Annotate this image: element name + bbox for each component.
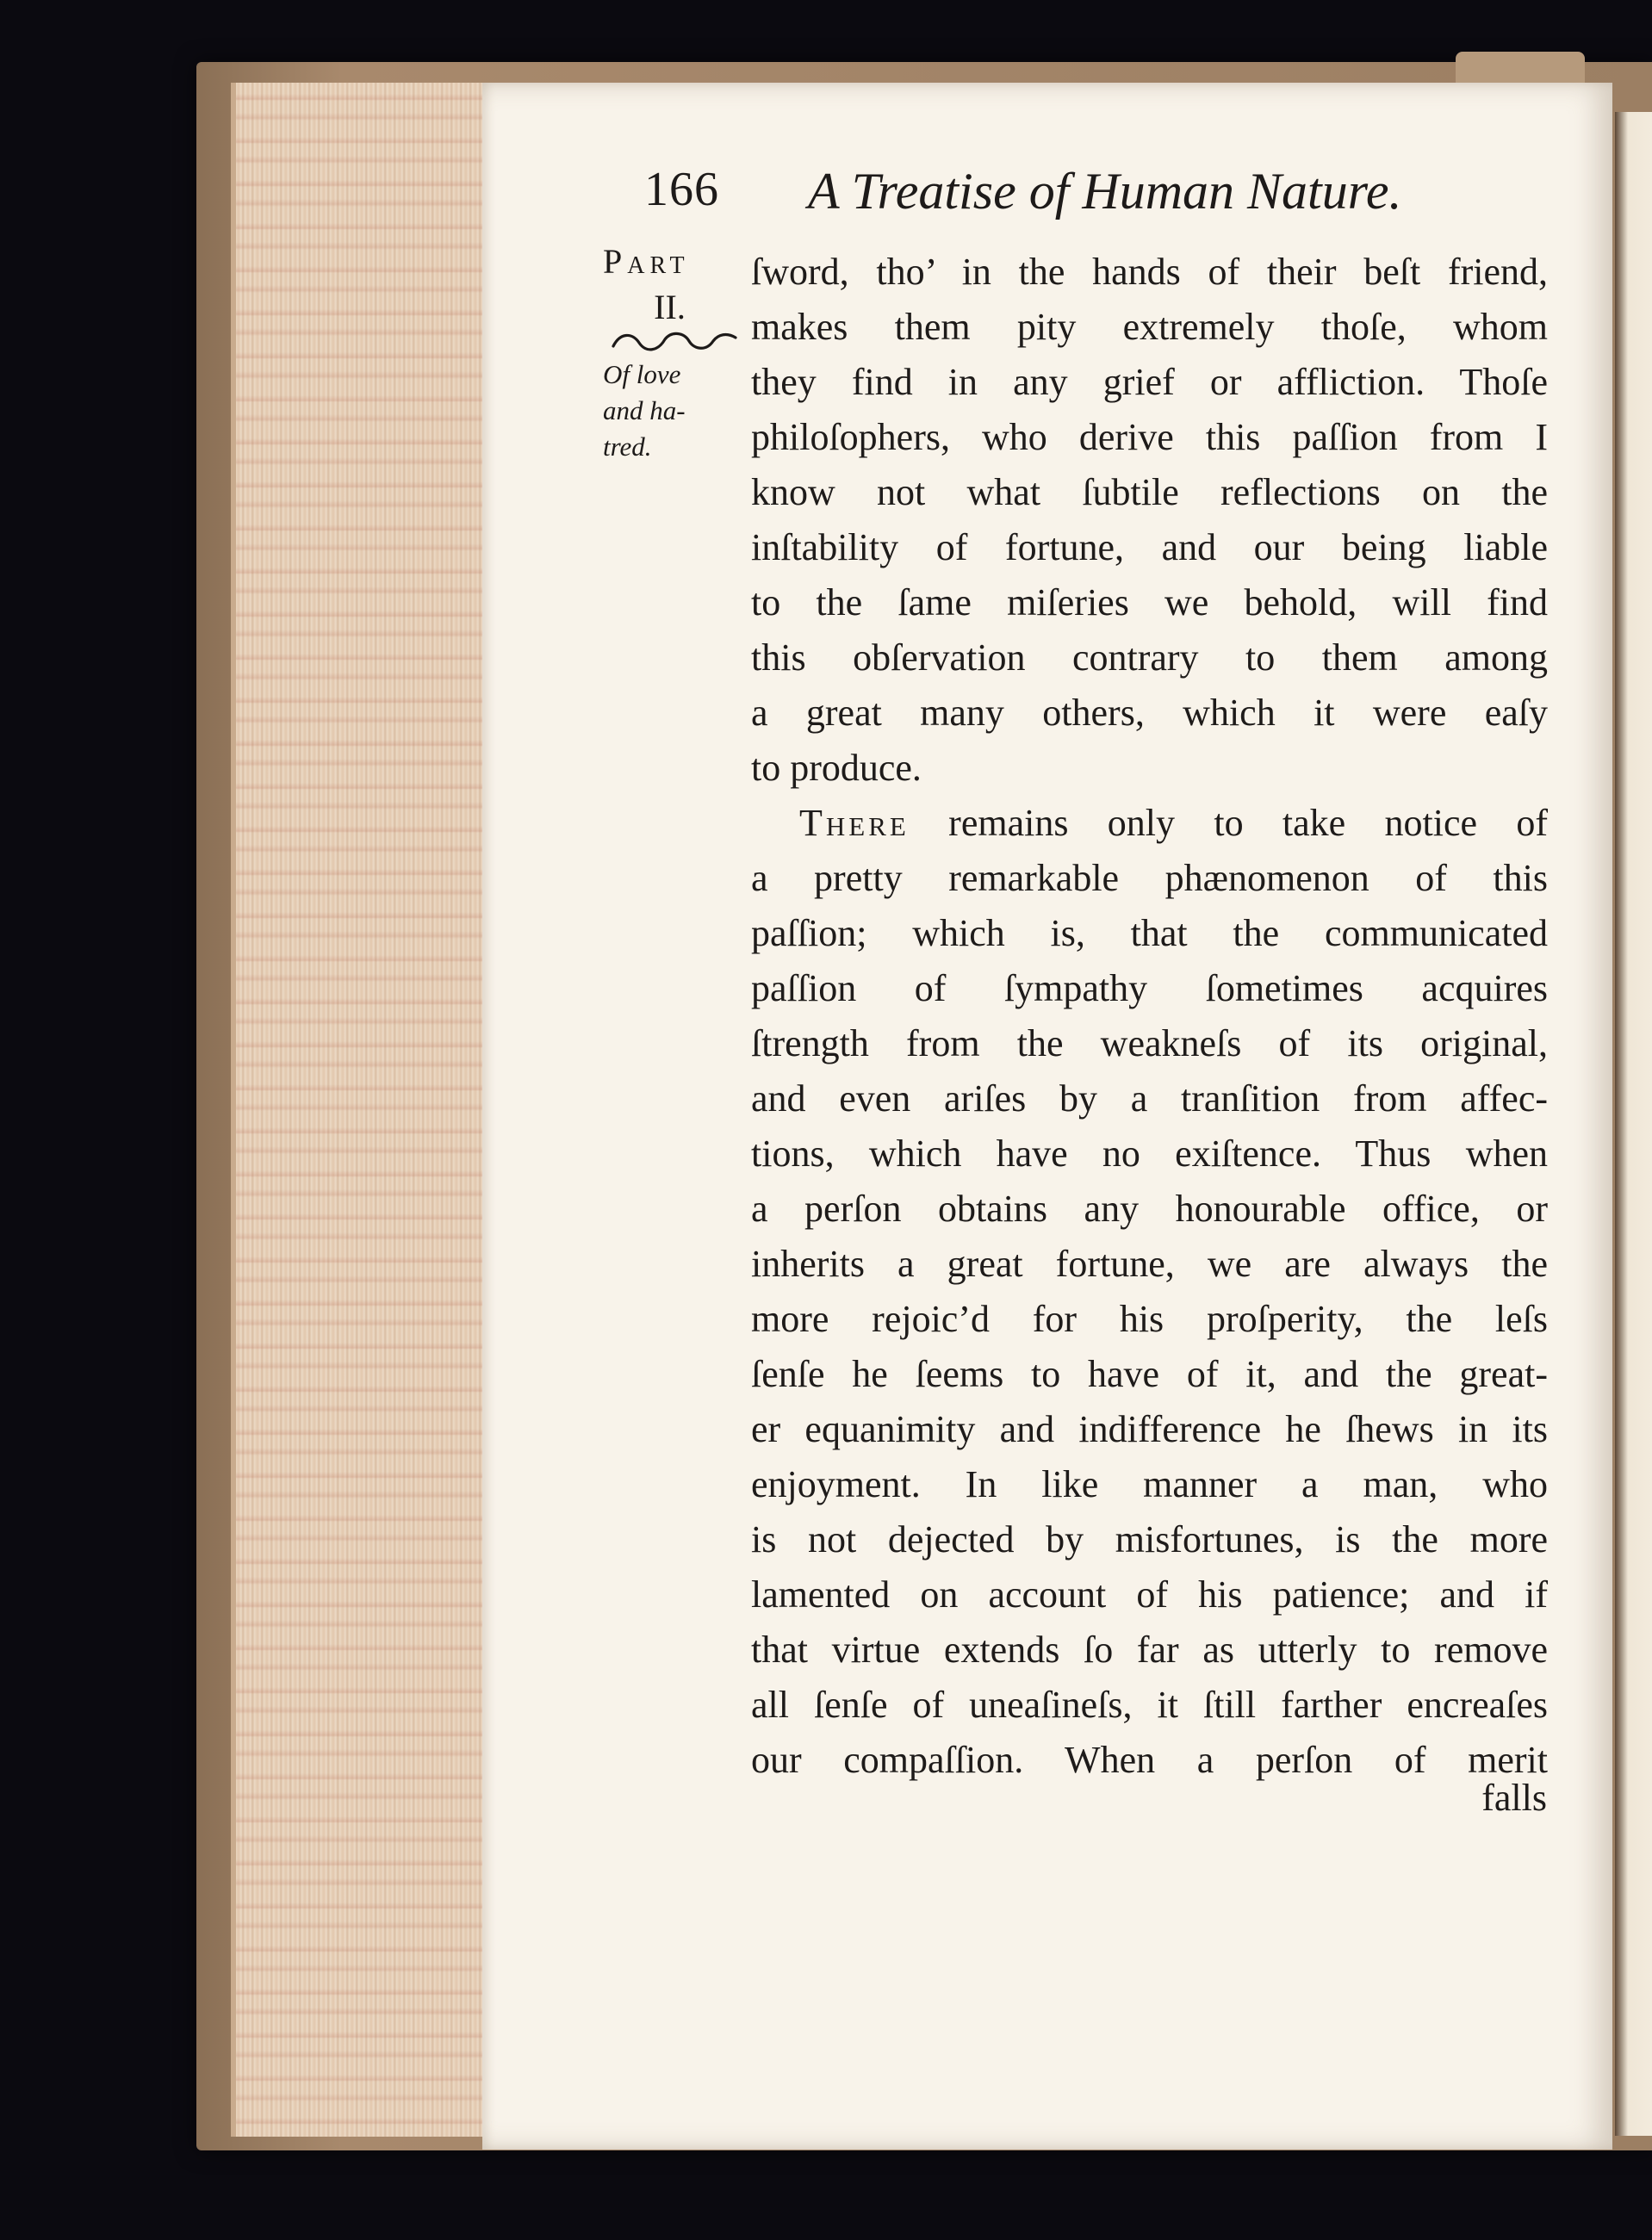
text-line: ſtrength from the weakneſs of its original, xyxy=(751,1022,1548,1064)
body-text xyxy=(751,245,1548,1788)
ornament-swash-icon xyxy=(610,329,739,353)
marginal-note xyxy=(603,241,745,465)
text-line: inſtability of fortune, and our being liable xyxy=(751,526,1548,568)
text-line: ſenſe he ſeems to have of it, and the great- xyxy=(751,1353,1548,1395)
text-line: this obſervation contrary to them among xyxy=(751,636,1548,679)
margin-note-line-3: tred. xyxy=(603,431,652,462)
margin-note-line-1: Of love xyxy=(603,359,681,389)
text-line: makes them pity extremely thoſe, whom xyxy=(751,306,1548,348)
page-number: 166 xyxy=(644,163,719,216)
text-line: paſſion; which is, that the communicated xyxy=(751,912,1548,954)
text-line: all ſenſe of uneaſineſs, it ſtill farther encreaſes xyxy=(751,1684,1548,1726)
paragraph-first-line-text: remains only to take notice of xyxy=(948,802,1549,844)
text-line: enjoyment. In like manner a man, who xyxy=(751,1463,1548,1505)
running-head xyxy=(644,162,1488,222)
text-line: tions, which have no exiſtence. Thus when xyxy=(751,1132,1548,1175)
text-line: paſſion of ſympathy ſometimes acquires xyxy=(751,967,1548,1009)
text-line: a pretty remarkable phænomenon of this xyxy=(751,857,1548,899)
catchword: falls xyxy=(1481,1777,1547,1819)
text-line: that virtue extends ſo far as utterly to remove xyxy=(751,1629,1548,1671)
text-line: ſword, tho’ in the hands of their beſt friend, xyxy=(751,251,1548,293)
text-line: to the ſame miſeries we behold, will find xyxy=(751,581,1548,624)
text-line: inherits a great fortune, we are always the xyxy=(751,1243,1548,1285)
page-title: A Treatise of Human Nature. xyxy=(808,163,1402,220)
text-line: er equanimity and indifference he ſhews in its xyxy=(751,1408,1548,1450)
text-line: philoſophers, who derive this paſſion from I xyxy=(751,416,1548,458)
text-line: our compaſſion. When a perſon of merit xyxy=(751,1739,1548,1781)
margin-part-numeral: II. xyxy=(654,288,686,326)
text-line: and even ariſes by a tranſition from affec- xyxy=(751,1077,1548,1120)
text-line: lamented on account of his patience; and if xyxy=(751,1573,1548,1616)
text-line: a perſon obtains any honourable office, or xyxy=(751,1188,1548,1230)
margin-note-line-2: and ha- xyxy=(603,395,686,425)
page-fore-edge xyxy=(231,83,493,2137)
text-line: a great many others, which it were eaſy xyxy=(751,692,1548,734)
cover-tear xyxy=(1456,52,1585,84)
paragraph-lead-word: There xyxy=(799,802,910,844)
text-line: more rejoic’d for his proſperity, the leſs xyxy=(751,1298,1548,1340)
facing-page-edge xyxy=(1615,112,1652,2136)
text-line: is not dejected by misfortunes, is the more xyxy=(751,1518,1548,1561)
paragraph-first-line xyxy=(751,796,1548,851)
margin-part-label: Part xyxy=(603,242,690,281)
text-line: they find in any grief or affliction. Thoſe xyxy=(751,361,1548,403)
text-line: to produce. xyxy=(751,747,922,789)
text-line: know not what ſubtile reflections on the xyxy=(751,471,1548,513)
